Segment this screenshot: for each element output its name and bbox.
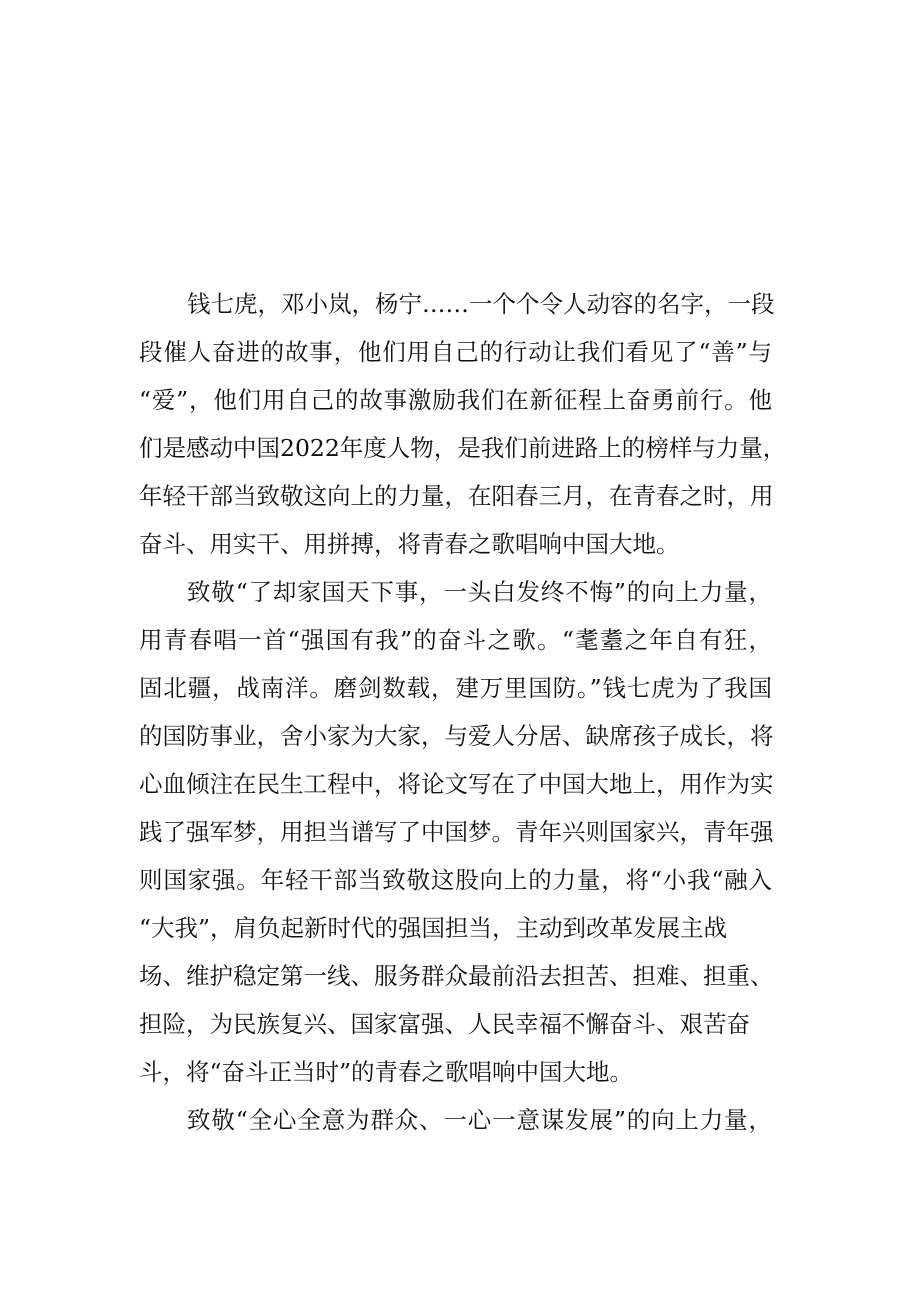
text-line: 年轻干部当致敬这向上的力量，在阳春三月，在青春之时，用 [139, 482, 774, 510]
text-line: 用青春唱一首“强国有我”的奋斗之歌。“耄耋之年自有狂， [139, 626, 772, 654]
text-line: 的国防事业，舍小家为大家，与爱人分居、缺席孩子成长，将 [139, 722, 774, 750]
text-line: “爱”，他们用自己的故事激励我们在新征程上奋勇前行。他 [139, 386, 772, 414]
text-line: 固北疆，战南洋。磨剑数载，建万里国防。”钱七虎为了我国 [139, 674, 772, 702]
paragraph-3 [139, 1096, 772, 1144]
text-line: 段催人奋进的故事，他们用自己的行动让我们看见了“善”与 [139, 338, 772, 366]
text-line: 奋斗、用实干、用拼搏，将青春之歌唱响中国大地。 [139, 530, 680, 558]
text-line: 斗，将“奋斗正当时”的青春之歌唱响中国大地。 [139, 1058, 634, 1086]
text-line: 担险，为民族复兴、国家富强、人民幸福不懈奋斗、艰苦奋 [139, 1010, 750, 1038]
document-body [139, 280, 787, 1144]
text-line: 钱七虎，邓小岚，杨宁……一个个令人动容的名字，一段 [187, 290, 775, 318]
paragraph-1 [139, 280, 787, 568]
text-line: “大我”，肩负起新时代的强国担当，主动到改革发展主战 [139, 914, 728, 942]
text-line: 心血倾注在民生工程中，将论文写在了中国大地上，用作为实 [139, 770, 774, 798]
text-line: 们是感动中国2022年度人物，是我们前进路上的榜样与力量， [139, 434, 787, 462]
text-line: 场、维护稳定第一线、服务群众最前沿去担苦、担难、担重、 [139, 962, 774, 990]
text-line: 致敬“全心全意为群众、一心一意谋发展”的向上力量， [187, 1106, 772, 1134]
text-line: 践了强军梦，用担当谱写了中国梦。青年兴则国家兴，青年强 [139, 818, 774, 846]
text-line: 致敬“了却家国天下事，一头白发终不悔”的向上力量， [187, 578, 772, 606]
paragraph-2 [139, 568, 772, 1096]
text-line: 则国家强。年轻干部当致敬这股向上的力量，将“小我“融入 [139, 866, 772, 894]
